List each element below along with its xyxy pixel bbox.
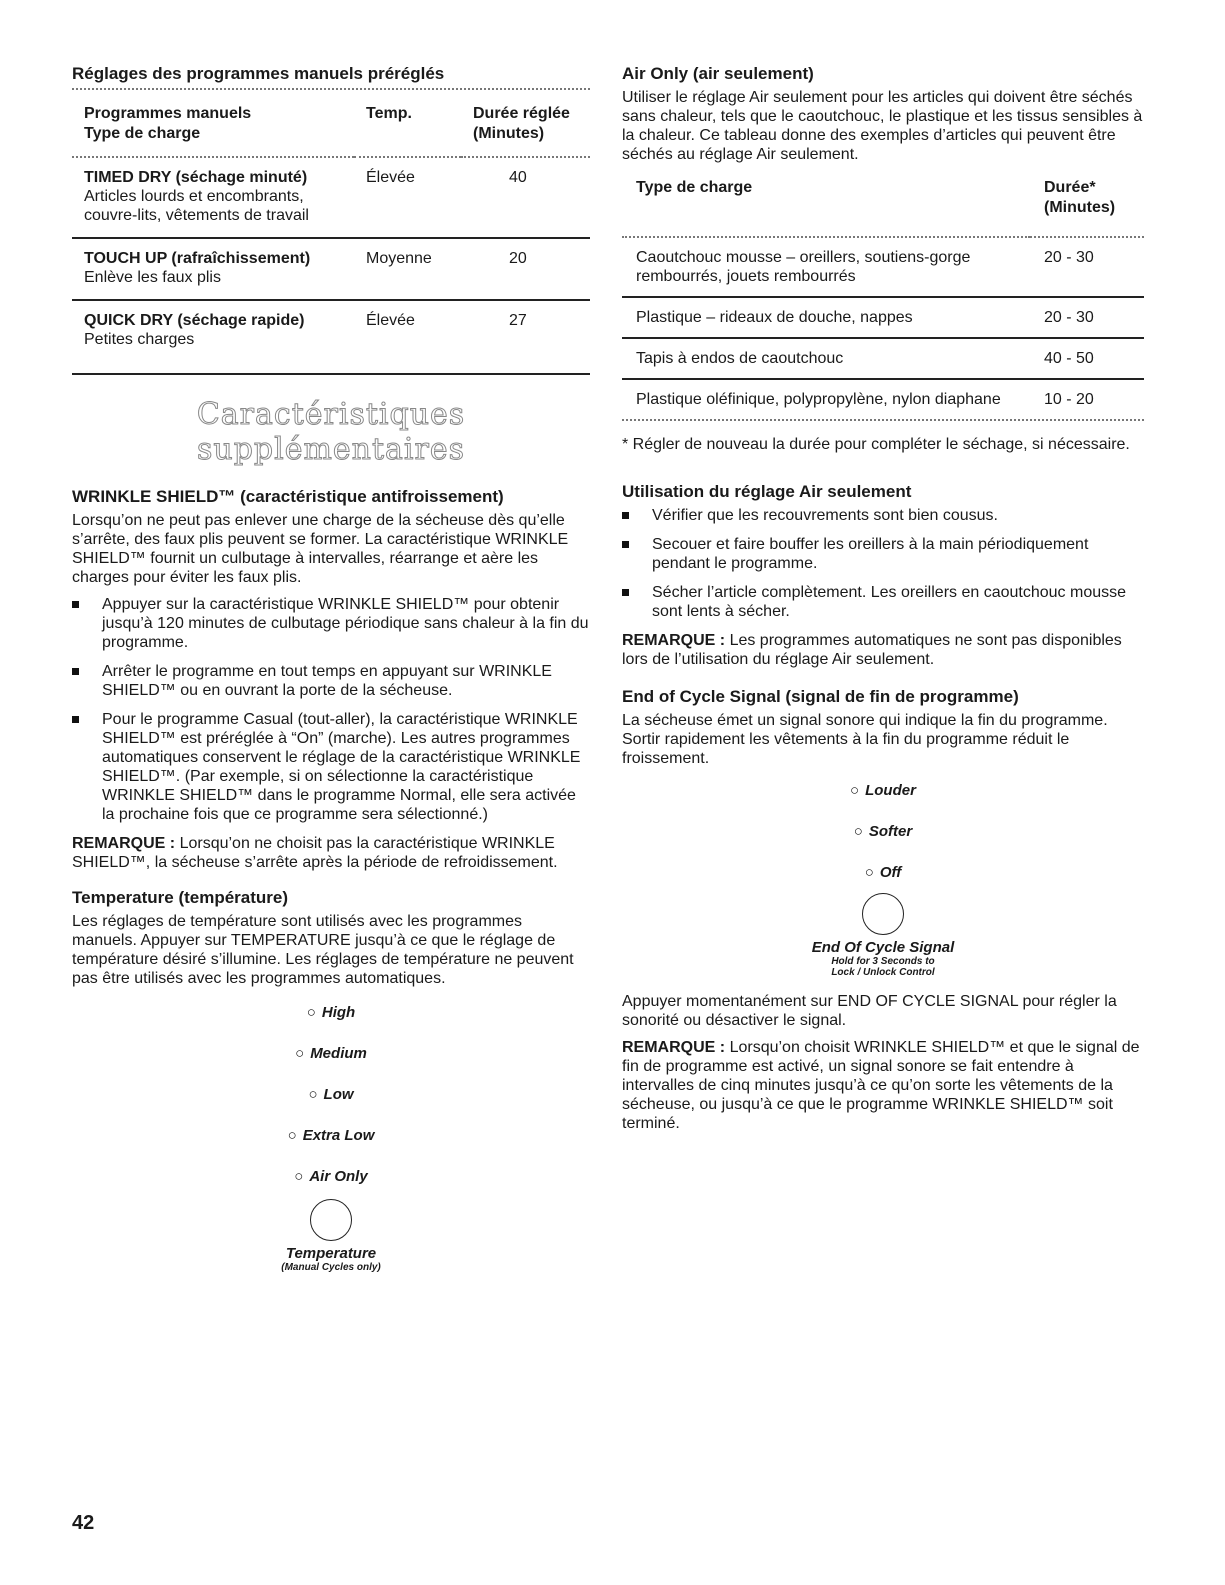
load-type: Plastique – rideaux de douche, nappes [622,297,1030,338]
temp-option-low: ○ Low [308,1086,354,1103]
right-column [622,64,1144,1141]
indicator-light-icon: ○ [294,1168,304,1185]
program-temp: Élevée [354,157,461,238]
usage-note: REMARQUE : Les programmes automatiques ne sont pas disponibles lors de l’utilisation du réglage Air seulement. [622,632,1122,668]
table-row [622,237,1144,297]
temp-option-medium: ○ Medium [295,1045,367,1062]
indicator-light-icon: ○ [287,1127,297,1144]
indicator-light-icon: ○ [853,823,863,840]
wrinkle-intro: Lorsqu’on ne peut pas enlever une charge de la sécheuse dès qu’elle s’arrête, des faux plis peuvent se former. La caractéristique WRINKLE SHIELD™ fournit un culbutage à intervalles, réarrange et aère les charges pour éviter les faux plis. [72,512,569,586]
presets-header-row [72,104,590,157]
usage-title: Utilisation du réglage Air seulement [622,482,912,501]
program-name: TIMED DRY (séchage minuté) [84,169,308,186]
indicator-light-icon: ○ [295,1045,305,1062]
end-signal-button-label: End Of Cycle Signal [811,939,955,956]
left-column [72,64,590,1281]
temperature-button-sublabel: (Manual Cycles only) [281,1262,381,1273]
program-temp: Moyenne [354,238,461,300]
program-name: QUICK DRY (séchage rapide) [84,312,305,329]
list-item: Pour le programme Casual (tout-aller), la caractéristique WRINKLE SHIELD™ est préréglée à “On” (marche). Les autres programmes automatiques conservent le réglage de la caractéristique WRINKLE SHIELD™. (Par exemple, si on sélectionne la caractéristique WRINKLE SHIELD™ dans le programme Normal, elle sera activée la prochaine fois que ce programme sera sélectionné.) [72,710,590,824]
list-item: Arrêter le programme en tout temps en appuyant sur WRINKLE SHIELD™ ou en ouvrant la porte de la sécheuse. [72,662,590,700]
header-duration: Durée* (Minutes) [1044,179,1116,216]
program-desc: Articles lourds et encombrants, couvre-lits, vêtements de travail [84,188,309,224]
table-row [622,338,1144,379]
indicator-light-icon: ○ [864,864,874,881]
end-signal-button-icon [862,893,904,935]
air-only-title: Air Only (air seulement) [622,64,814,83]
wrinkle-bullets [72,595,590,824]
list-item: Secouer et faire bouffer les oreillers à la main périodiquement pendant le programme. [622,535,1144,573]
temperature-button-icon [310,1199,352,1241]
temperature-button-label: Temperature [285,1245,377,1262]
air-only-text: Utiliser le réglage Air seulement pour les articles qui doivent être séchés sans chaleur, tels que le caoutchouc, le plastique et les tissus sensibles à la chaleur. Ce tableau donne des exemples d’articles qui peuvent être séchés au réglage Air seulement. [622,89,1143,163]
table-row [622,297,1144,338]
list-item: Appuyer sur la caractéristique WRINKLE SHIELD™ pour obtenir jusqu’à 120 minutes de culbutage périodique sans chaleur à la fin du programme. [72,595,590,652]
section-title: Caractéristiques supplémentaires [196,397,466,467]
load-duration: 20 - 30 [1030,237,1144,297]
page-number: 42 [72,1512,95,1534]
dotted-divider [622,419,1144,425]
table-row [622,379,1144,419]
bullet-icon [622,541,629,548]
temp-option-air-only: ○ Air Only [294,1168,368,1185]
load-duration: 20 - 30 [1030,297,1144,338]
table-row [72,300,590,361]
load-type: Caoutchouc mousse – oreillers, soutiens-gorge rembourrés, jouets rembourrés [622,237,1030,297]
table-row [72,238,590,300]
end-signal-sublabel-1: Hold for 3 Seconds to [831,956,935,967]
wrinkle-note: REMARQUE : Lorsqu’on ne choisit pas la caractéristique WRINKLE SHIELD™, la sécheuse s’arrête après la période de refroidissement. [72,835,558,871]
load-type: Tapis à endos de caoutchouc [622,338,1030,379]
air-only-table [622,172,1144,419]
header-load-type: Type de charge [636,179,753,196]
end-signal-title: End of Cycle Signal (signal de fin de programme) [622,687,1019,706]
end-signal-text2: Appuyer momentanément sur END OF CYCLE SIGNAL pour régler la sonorité ou désactiver le signal. [622,993,1117,1029]
temperature-title: Temperature (température) [72,888,289,907]
end-signal-panel [622,782,1144,978]
header-program: Programmes manuels Type de charge [84,105,252,142]
program-desc: Petites charges [84,331,195,348]
signal-option-off: ○ Off [864,864,902,881]
bullet-icon [622,512,629,519]
list-item: Sécher l’article complètement. Les oreillers en caoutchouc mousse sont lents à sécher. [622,583,1144,621]
bullet-icon [72,716,79,723]
program-duration: 20 [461,238,590,300]
header-duration: Durée réglée (Minutes) [473,105,570,142]
usage-bullets [622,506,1144,621]
temperature-panel [72,1004,590,1273]
list-item: Vérifier que les recouvrements sont bien cousus. [622,506,1144,525]
program-duration: 40 [461,157,590,238]
end-signal-note: REMARQUE : Lorsqu’on choisit WRINKLE SHIELD™ et que le signal de fin de programme est activé, un signal sonore se fait entendre à intervalles de cinq minutes jusqu’à ce qu’on sorte les vêtements de la sécheuse, ou jusqu’à ce que le programme WRINKLE SHIELD™ soit terminé. [622,1039,1140,1132]
indicator-light-icon: ○ [850,782,860,799]
air-footnote: * Régler de nouveau la durée pour compléter le séchage, si nécessaire. [622,436,1130,453]
load-type: Plastique oléfinique, polypropylène, nylon diaphane [622,379,1030,419]
program-temp: Élevée [354,300,461,361]
load-duration: 10 - 20 [1030,379,1144,419]
indicator-light-icon: ○ [308,1086,318,1103]
presets-table [72,104,590,361]
bullet-icon [72,668,79,675]
table-bottom-rule [72,373,590,375]
dotted-divider [72,88,590,94]
signal-option-louder: ○ Louder [850,782,916,799]
program-name: TOUCH UP (rafraîchissement) [84,250,311,267]
indicator-light-icon: ○ [306,1004,316,1021]
bullet-icon [72,601,79,608]
temp-option-high: ○ High [306,1004,356,1021]
end-signal-sublabel-2: Lock / Unlock Control [831,967,935,978]
load-duration: 40 - 50 [1030,338,1144,379]
presets-title: Réglages des programmes manuels préréglés [72,64,445,83]
header-temp: Temp. [366,105,412,122]
program-desc: Enlève les faux plis [84,269,221,286]
temp-option-extra-low: ○ Extra Low [287,1127,375,1144]
signal-option-softer: ○ Softer [853,823,913,840]
air-header-row [622,172,1144,237]
wrinkle-title: WRINKLE SHIELD™ (caractéristique antifroissement) [72,487,504,506]
program-duration: 27 [461,300,590,361]
table-row [72,157,590,238]
end-signal-text: La sécheuse émet un signal sonore qui indique la fin du programme. Sortir rapidement les vêtements à la fin du programme réduit le froissement. [622,712,1108,767]
temperature-text: Les réglages de température sont utilisés avec les programmes manuels. Appuyer sur TEMPERATURE jusqu’à ce que le réglage de température désiré s’illumine. Les réglages de température ne peuvent pas être utilisés avec les programmes automatiques. [72,913,574,987]
bullet-icon [622,589,629,596]
